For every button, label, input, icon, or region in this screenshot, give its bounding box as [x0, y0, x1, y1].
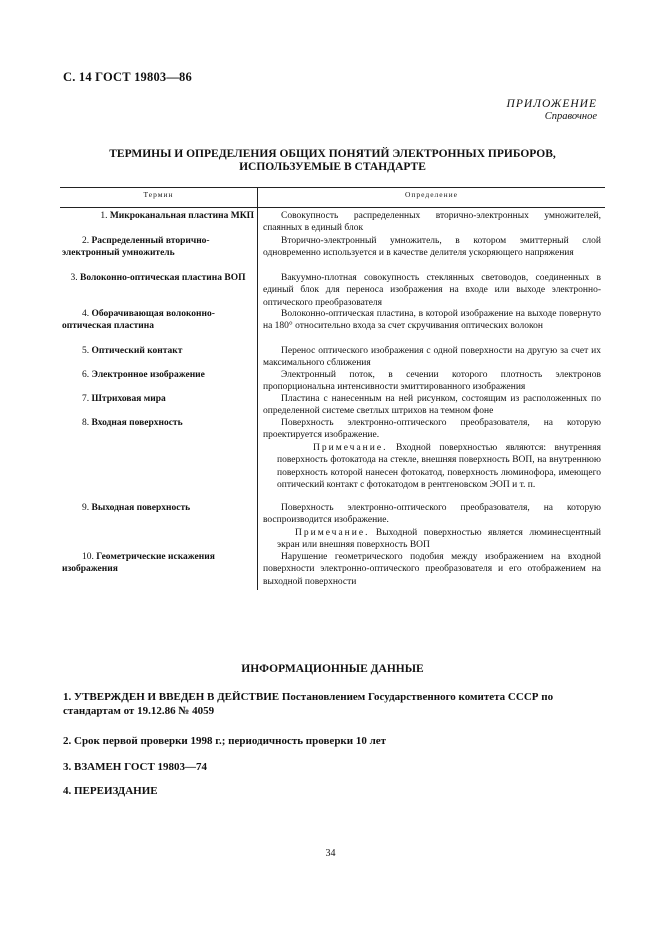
- table-row-definition: Поверхность электронно-оптического преобразователя, на которую проектируется изображение.: [263, 418, 601, 441]
- table-row-definition: Перенос оптического изображения с одной поверхности на другую за счет их максимального сближения: [263, 346, 601, 369]
- table-row-note: [277, 527, 601, 552]
- document-header: С. 14 ГОСТ 19803—86: [63, 70, 192, 84]
- info-item: 4. ПЕРЕИЗДАНИЕ: [63, 785, 158, 797]
- info-section-title: ИНФОРМАЦИОННЫЕ ДАННЫЕ: [241, 663, 424, 675]
- table-row-definition: Пластина с нанесенным на ней рисунком, состоящим из расположенных по определенной системе светлых штрихов на темном фоне: [263, 394, 601, 417]
- table-row-term: [62, 417, 254, 429]
- table-row-definition: Электронный поток, в сечении которого плотность электронов пропорциональна интенсивности эмиттированного изображения: [263, 370, 601, 393]
- term-number: 5.: [82, 346, 90, 356]
- info-item: 3. ВЗАМЕН ГОСТ 19803—74: [63, 761, 208, 773]
- note-text: Входной поверхностью являются: внутренняя поверхность фотокатода на стекле, внешняя поверхность ВОП, на внутреннюю поверхность которой нанесен фотокатод, поверхность люминофора, имеющего оптический контакт с фотокатодом в рентгеновском ЭОП и т. п.: [277, 443, 601, 490]
- table-row-definition: Поверхность электронно-оптического преобразователя, на которую воспроизводится изображение.: [263, 503, 601, 526]
- page-title-line: ИСПОЛЬЗУЕМЫЕ В СТАНДАРТЕ: [239, 161, 426, 173]
- table-row-definition: Нарушение геометрического подобия между изображением на входной поверхности электронно-оптического преобразователя и его отображением на выходной поверхности: [263, 552, 601, 587]
- table-header-rule: [60, 207, 605, 208]
- page-title-line: ТЕРМИНЫ И ОПРЕДЕЛЕНИЯ ОБЩИХ ПОНЯТИЙ ЭЛЕКТРОННЫХ ПРИБОРОВ,: [109, 148, 556, 160]
- note-label: Примечание.: [295, 528, 370, 538]
- table-row-term: [62, 272, 254, 284]
- table-row-term: [62, 393, 254, 405]
- info-item: 2. Срок первой проверки 1998 г.; периодичность проверки 10 лет: [63, 735, 387, 747]
- table-row-term: [62, 551, 254, 576]
- table-row-term: [62, 235, 254, 260]
- term-name: Оборачивающая волоконно-оптическая пластина: [62, 309, 215, 332]
- table-row-term: [62, 502, 254, 514]
- table-row-definition: Волоконно-оптическая пластина, в которой изображение на выходе повернуто на 180° относительно входа за счет скручивания оптических волокон: [263, 309, 601, 332]
- appendix-label: [507, 98, 597, 122]
- term-name: Микроканальная пластина МКП: [109, 211, 254, 221]
- table-row-term: [62, 345, 254, 357]
- term-name: Выходная поверхность: [91, 503, 191, 513]
- term-name: Геометрические искажения изображения: [62, 552, 215, 575]
- term-name: Оптический контакт: [91, 346, 183, 356]
- page-number: 34: [325, 848, 336, 859]
- term-name: Волоконно-оптическая пластина ВОП: [80, 273, 246, 283]
- table-row-definition: Вакуумно-плотная совокупность стеклянных световодов, соединенных в единый блок для переноса изображения на входе или выходе электронно-оптического преобразователя: [263, 273, 601, 308]
- term-number: 10.: [82, 552, 94, 562]
- term-number: 2.: [82, 236, 90, 246]
- note-text: Выходной поверхностью является люминесцентный экран или внешняя поверхность ВОП: [277, 528, 601, 551]
- term-number: 8.: [82, 418, 90, 428]
- table-row-note: [277, 442, 601, 491]
- term-name: Электронное изображение: [91, 370, 205, 380]
- note-label: Примечание.: [313, 443, 388, 453]
- appendix-title: ПРИЛОЖЕНИЕ: [506, 98, 597, 110]
- term-number: 7.: [82, 394, 90, 404]
- term-number: 9.: [82, 503, 90, 513]
- term-column-header: Термин: [143, 190, 174, 199]
- table-top-rule: [60, 187, 605, 188]
- info-item: 1. УТВЕРЖДЕН И ВВЕДЕН В ДЕЙСТВИЕ Постановлением Государственного комитета СССР по стандартам от 19.12.86 № 4059: [63, 691, 554, 717]
- terms-table: [60, 187, 605, 590]
- table-row-term: [62, 369, 254, 381]
- term-number: 4.: [82, 309, 90, 319]
- table-row-term: [62, 210, 254, 222]
- table-row-definition: Совокупность распределенных вторично-электронных умножителей, спаянных в единый блок: [263, 211, 601, 234]
- term-number: 3.: [70, 273, 78, 283]
- term-name: Штриховая мира: [91, 394, 166, 404]
- page-title: [60, 148, 605, 174]
- table-column-divider: [257, 207, 258, 590]
- appendix-type: Справочное: [544, 111, 597, 122]
- table-row-definition: Вторично-электронный умножитель, в котором эмиттерный слой одновременно используется и в качестве делителя ускоряющего напряжения: [263, 236, 601, 259]
- table-row-term: [62, 308, 254, 333]
- term-name: Распределенный вторично-электронный умножитель: [62, 236, 210, 259]
- term-number: 1.: [100, 211, 108, 221]
- term-number: 6.: [82, 370, 90, 380]
- definition-column-header: Определение: [405, 190, 458, 199]
- term-name: Входная поверхность: [91, 418, 183, 428]
